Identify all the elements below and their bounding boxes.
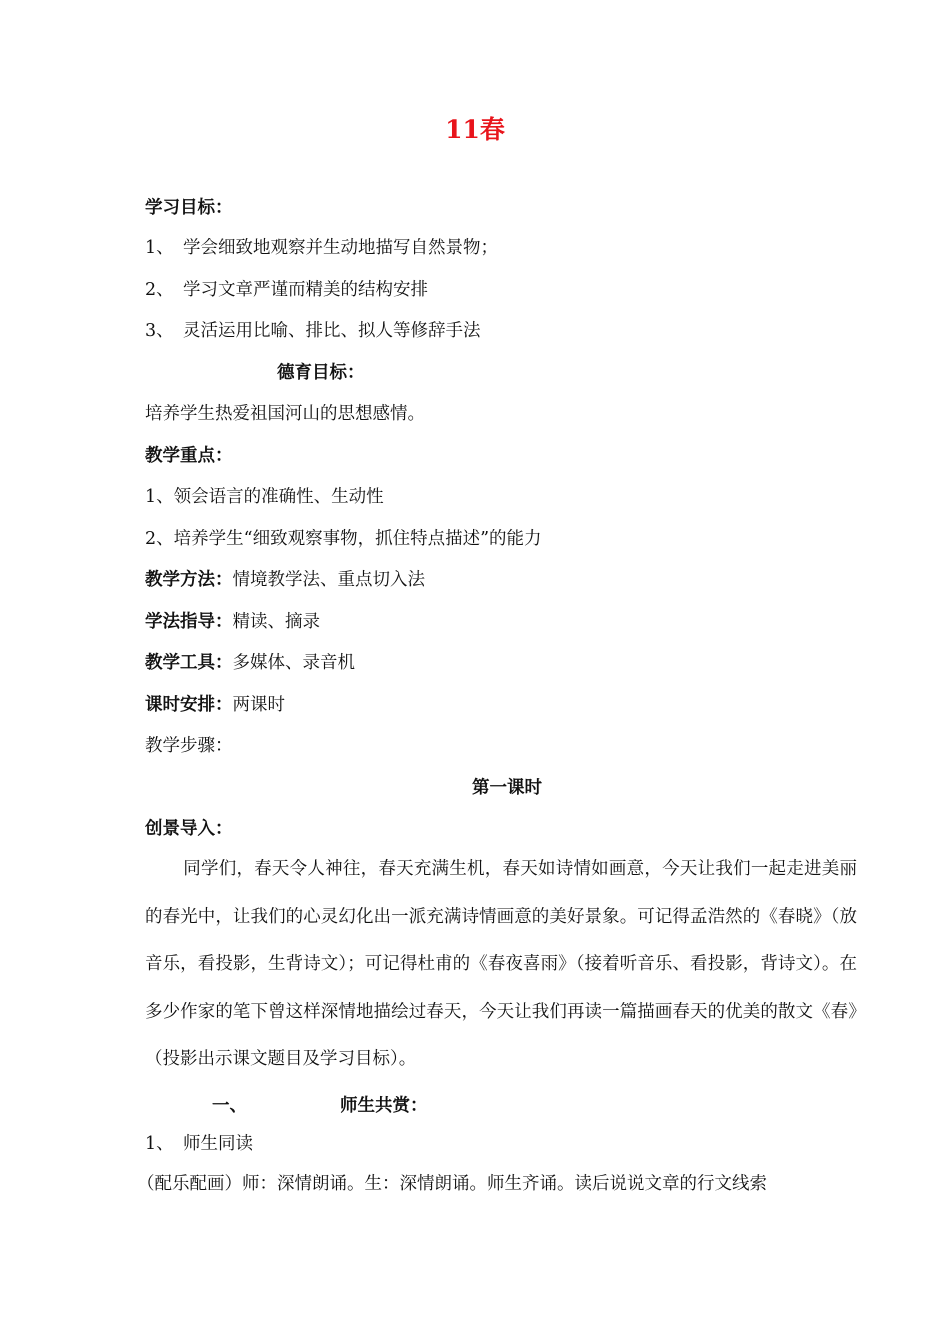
lesson-schedule-label: 课时安排：: [145, 695, 233, 715]
teaching-tools-value: 多媒体、录音机: [232, 653, 355, 673]
objective-text-1: 学会细致地观察并生动地描写自然景物；: [183, 238, 498, 258]
objective-num-1: 1、: [145, 238, 174, 258]
objectives-heading: 学习目标：: [145, 198, 233, 218]
study-guidance-value: 精读、摘录: [232, 612, 320, 632]
moral-text: 培养学生热爱祖国河山的思想感情。: [145, 404, 425, 424]
objective-num-2: 2、: [145, 280, 174, 300]
section-one-title: 师生共赏：: [340, 1096, 428, 1116]
objective-item-1: [145, 236, 498, 260]
teaching-steps-label: 教学步骤：: [145, 736, 233, 756]
section-one-num: 一、: [212, 1096, 247, 1116]
lesson-heading: 第一课时: [472, 778, 542, 798]
focus-heading: 教学重点：: [145, 446, 233, 466]
teaching-method-label: 教学方法：: [145, 570, 233, 590]
study-guidance-label: 学法指导：: [145, 612, 233, 632]
intro-paragraph: [145, 846, 857, 1084]
lesson-schedule: [145, 693, 285, 717]
objective-num-3: 3、: [145, 321, 174, 341]
objective-text-3: 灵活运用比喻、排比、拟人等修辞手法: [183, 321, 481, 341]
focus-item-2: 2、培养学生“细致观察事物，抓住特点描述”的能力: [145, 529, 542, 549]
moral-heading: 德育目标：: [277, 363, 365, 383]
objective-item-3: [145, 319, 481, 343]
study-guidance: [145, 610, 320, 634]
sub-item-num: 1、: [145, 1134, 174, 1154]
focus-item-1: 1、领会语言的准确性、生动性: [145, 487, 384, 507]
sub-item-1: [145, 1132, 253, 1156]
objective-text-2: 学习文章严谨而精美的结构安排: [183, 280, 428, 300]
sub-item-text: 师生同读: [183, 1134, 253, 1154]
last-line: （配乐配画）师：深情朗诵。生：深情朗诵。师生齐诵。读后说说文章的行文线索: [137, 1174, 767, 1194]
teaching-tools-label: 教学工具：: [145, 653, 233, 673]
objective-item-2: [145, 278, 428, 302]
lesson-schedule-value: 两课时: [232, 695, 285, 715]
teaching-method-value: 情境教学法、重点切入法: [232, 570, 425, 590]
teaching-method: [145, 568, 425, 592]
intro-paragraph-text: 同学们，春天令人神往，春天充满生机，春天如诗情如画意，今天让我们一起走进美丽的春光中，让我们的心灵幻化出一派充满诗情画意的美好景象。可记得孟浩然的《春晓》（放音乐，看投影，生背诗文）；可记得杜甫的《春夜喜雨》（接着听音乐、看投影，背诗文）。在多少作家的笔下曾这样深情地描绘过春天，今天让我们再读一篇描画春天的优美的散文《春》（投影出示课文题目及学习目标）。: [145, 859, 857, 1069]
teaching-tools: [145, 651, 355, 675]
document-title: 11春: [445, 115, 505, 144]
intro-heading: 创景导入：: [145, 819, 233, 839]
